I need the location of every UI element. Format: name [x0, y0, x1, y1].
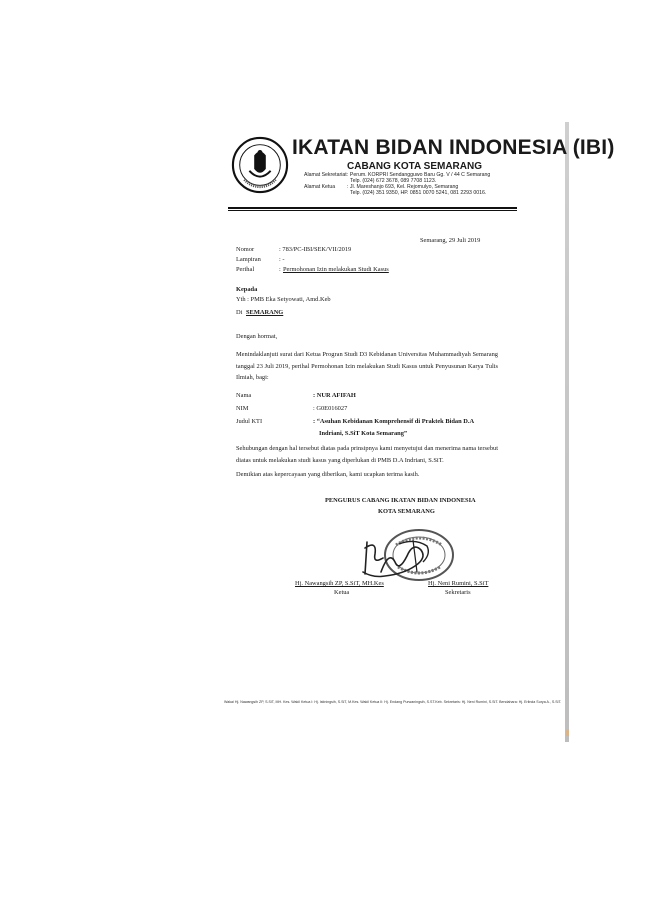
perihal-colon: : [279, 266, 281, 273]
recipient-city: SEMARANG [246, 309, 284, 316]
judul-value-line1: : “Asuhan Kebidanan Komprehensif di Praktek Bidan D.A [313, 418, 475, 425]
header-rule-thin [228, 210, 517, 211]
signatory-org-line2: KOTA SEMARANG [378, 508, 435, 515]
judul-label: Judul KTI [236, 418, 263, 425]
paragraph-intro: Menindaklanjuti surat dari Ketua Progran Studi D3 Kebidanan Universitas Muhammadiyah Semarang tanggal 23 Juli 2019, perihal Permohonan Izin melakukan Studi Kasus untuk Penyusunan Karya Tulis Ilmiah, bagi: [236, 351, 498, 381]
ibi-logo-icon [231, 136, 289, 194]
signatory-org-line1: PENGURUS CABANG IKATAN BIDAN INDONESIA [325, 497, 476, 504]
nim-value: : G0E016027 [313, 405, 348, 412]
greeting: Dengan hormat, [236, 333, 278, 340]
letter-date: Semarang, 29 Juli 2019 [420, 237, 481, 244]
chair-address-line1: : Jl. Mareshanjo 693, Kel. Rejomulyo, Semarang [347, 184, 459, 190]
handwritten-signature-icon [355, 532, 435, 584]
secretary-title: Sekretaris [445, 589, 471, 596]
judul-value-line2: Indriani, S.SiT Kota Semarang” [319, 430, 408, 437]
secretariat-label: Alamat Sekretariat [304, 172, 347, 178]
org-name: IKATAN BIDAN INDONESIA (IBI) [292, 136, 615, 159]
nomor-label: Nomor [236, 246, 255, 253]
footer-officials: Wakai Hj. Nawangsih ZP, S.SiT, MH. Kes. Wakil Ketua I: Hj. Istiningsih, S.SiT, M.Kes. Wakil Ketua II: Hj. Endang Purwaningsih, S.ST.Keb. Sekretaris: Hj. Neni Rumini, S.SiT. Bendahara: Hj. Erlinda Surya A., S.SiT. [224, 700, 562, 704]
closing-sentence: Demikian atas kepercayaan yang diberikan, kami ucapkan terima kasih. [236, 471, 420, 478]
lampiran-value: : - [279, 256, 285, 263]
chair-address-label: Alamat Ketua [304, 184, 336, 190]
paragraph-approval: Sehubungan dengan hal tersebut diatas pada prinsipnya kami menyetujui dan menerima nama tersebut diatas untuk melakukan studi kasus yang diperlukan di PMB D.A Indriani, S.SiT. [236, 445, 498, 464]
org-branch: CABANG KOTA SEMARANG [347, 161, 482, 172]
di-label: Di [236, 309, 243, 316]
page-edge-mark [566, 730, 569, 736]
header-rule-thick [228, 207, 517, 209]
lampiran-label: Lampiran [236, 256, 261, 263]
kepada-label: Kepada [236, 286, 258, 293]
nama-value: : NUR AFIFAH [313, 392, 356, 399]
recipient: Yth : PMB Eka Setyowati, Amd.Keb [236, 296, 331, 303]
perihal-label: Perihal [236, 266, 255, 273]
nama-label: Nama [236, 392, 252, 399]
chair-name: Hj. Nawangsih ZP, S.SiT, MH.Kes [295, 580, 384, 587]
secretariat-line2: Telp. (024) 672 3678, 089 7708 1123. [350, 178, 437, 184]
chair-address-line2: Telp. (024) 351 9350, HP. 0851 0070 5241, 081 2293 0016. [350, 190, 487, 196]
nomor-value: : 783/PC-IBI/SEK/VII/2019 [279, 246, 352, 253]
perihal-value: Permohonan Izin melakukan Studi Kasus [283, 266, 389, 273]
secretary-name: Hj. Neni Rumini, S.SiT [428, 580, 489, 587]
nim-label: NIM [236, 405, 249, 412]
chair-title: Ketua [334, 589, 350, 596]
page-edge-shadow [565, 122, 569, 742]
secretariat-line1: : Perum. KORPRI Sendangguwo Baru Gg. V / 44 C Semarang [347, 172, 491, 178]
